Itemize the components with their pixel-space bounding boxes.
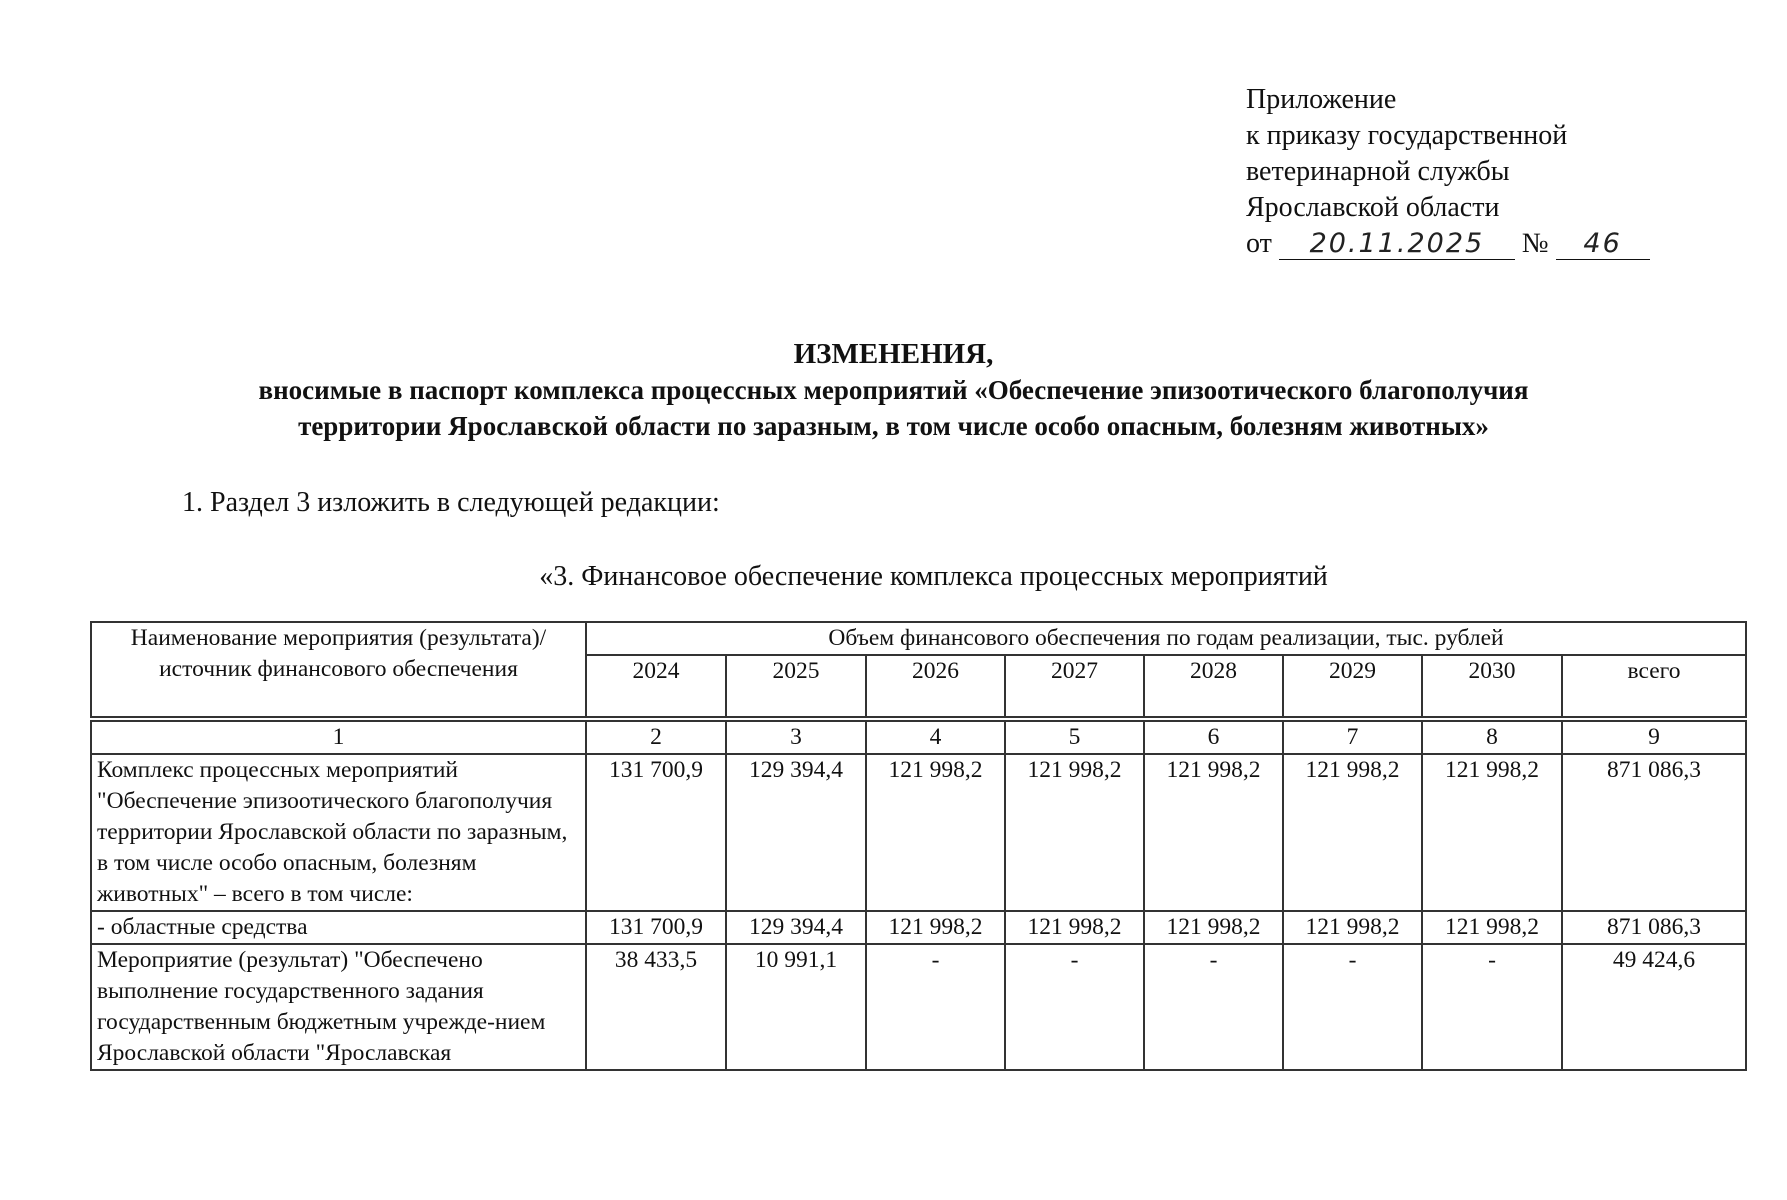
row-value: - <box>1283 944 1422 1070</box>
appendix-line-3: ветеринарной службы <box>1246 156 1510 187</box>
row-value: 121 998,2 <box>866 911 1005 944</box>
item-1-text: 1. Раздел 3 изложить в следующей редакции: <box>182 487 720 518</box>
document-title <box>0 336 1787 444</box>
row-value: 38 433,5 <box>586 944 726 1070</box>
row-total: 871 086,3 <box>1562 754 1746 911</box>
column-number: 8 <box>1422 721 1562 754</box>
financing-table <box>90 621 1747 1071</box>
appendix-date-line <box>1246 226 1650 262</box>
year-header: 2024 <box>586 655 726 717</box>
title-heading: ИЗМЕНЕНИЯ, <box>793 338 994 370</box>
table-row <box>91 911 1746 944</box>
year-header: 2027 <box>1005 655 1144 717</box>
row-value: 121 998,2 <box>1005 911 1144 944</box>
row-name: Комплекс процессных мероприятий "Обеспечение эпизоотического благополучия территории Ярославской области по заразным, в том числе особо опасным, болезням животных" – всего в том числе: <box>91 754 586 911</box>
column-number: 4 <box>866 721 1005 754</box>
row-total: 49 424,6 <box>1562 944 1746 1070</box>
col1-header: Наименование мероприятия (результата)/ источник финансового обеспечения <box>91 622 586 717</box>
group-header: Объем финансового обеспечения по годам реализации, тыс. рублей <box>586 622 1746 655</box>
column-number-row <box>91 721 1746 754</box>
title-line-2: вносимые в паспорт комплекса процессных мероприятий «Обеспечение эпизоотического благополучия <box>258 375 1529 405</box>
row-value: 10 991,1 <box>726 944 866 1070</box>
column-number: 6 <box>1144 721 1283 754</box>
column-number: 1 <box>91 721 586 754</box>
table-row <box>91 754 1746 911</box>
row-value: 129 394,4 <box>726 754 866 911</box>
row-value: 121 998,2 <box>1144 754 1283 911</box>
column-number: 3 <box>726 721 866 754</box>
appendix-line-2: к приказу государственной <box>1246 120 1568 151</box>
row-total: 871 086,3 <box>1562 911 1746 944</box>
row-value: 121 998,2 <box>1283 911 1422 944</box>
section-title: «3. Финансовое обеспечение комплекса процессных мероприятий <box>539 561 1328 592</box>
appendix-block <box>1246 82 1650 262</box>
row-name: - областные средства <box>91 911 586 944</box>
handwritten-number: 46 <box>1556 229 1650 260</box>
row-value: - <box>866 944 1005 1070</box>
row-value: 131 700,9 <box>586 754 726 911</box>
number-sign: № <box>1521 228 1549 259</box>
row-name: Мероприятие (результат) "Обеспечено выполнение государственного задания государственным бюджетным учрежде-нием Ярославской области "Ярославская <box>91 944 586 1070</box>
title-line-3: территории Ярославской области по заразным, в том числе особо опасным, болезням животных» <box>298 411 1489 441</box>
handwritten-date: 20.11.2025 <box>1279 229 1515 260</box>
row-value: 121 998,2 <box>866 754 1005 911</box>
row-value: - <box>1144 944 1283 1070</box>
row-value: 121 998,2 <box>1422 754 1562 911</box>
year-header: 2025 <box>726 655 866 717</box>
row-value: 129 394,4 <box>726 911 866 944</box>
date-prefix: от <box>1246 228 1272 259</box>
column-number: 7 <box>1283 721 1422 754</box>
row-value: 121 998,2 <box>1422 911 1562 944</box>
year-header: 2030 <box>1422 655 1562 717</box>
column-number: 9 <box>1562 721 1746 754</box>
appendix-line-4: Ярославской области <box>1246 192 1500 223</box>
year-header: 2028 <box>1144 655 1283 717</box>
year-header: 2029 <box>1283 655 1422 717</box>
row-value: 131 700,9 <box>586 911 726 944</box>
column-number: 2 <box>586 721 726 754</box>
table-row <box>91 944 1746 1070</box>
appendix-line-1: Приложение <box>1246 84 1397 115</box>
header-row-1 <box>91 622 1746 655</box>
column-number: 5 <box>1005 721 1144 754</box>
total-header: всего <box>1562 655 1746 717</box>
row-value: 121 998,2 <box>1005 754 1144 911</box>
row-value: - <box>1005 944 1144 1070</box>
row-value: 121 998,2 <box>1283 754 1422 911</box>
row-value: - <box>1422 944 1562 1070</box>
row-value: 121 998,2 <box>1144 911 1283 944</box>
year-header: 2026 <box>866 655 1005 717</box>
